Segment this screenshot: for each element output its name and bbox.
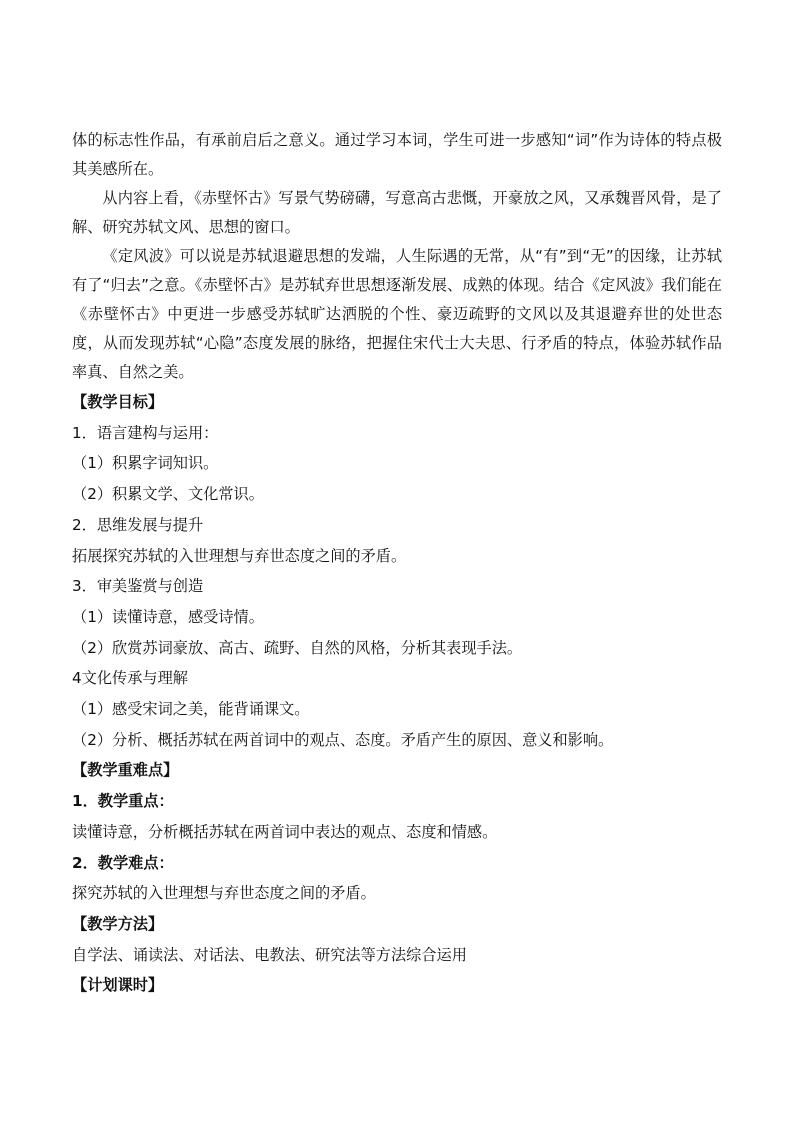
methods-heading: 【教学方法】 (72, 914, 164, 933)
objectives-heading: 【教学目标】 (72, 393, 164, 411)
objective-3-title: 3．审美鉴赏与创造 (72, 577, 204, 596)
intro-paragraph-3: 《定风波》可以说是苏轼退避思想的发端，人生际遇的无常，从“有”到“无”的因缘，让苏轼有了“归去”之意。《赤壁怀古》是苏轼弃世思想逐渐发展、成熟的体现。结合《定风波》我们能在《赤壁怀古》中更进一步感受苏轼旷达洒脱的个性、豪迈疏野的文风以及其退避弃世的处世态度，从而发现苏轼“心隐”态度发展的脉络，把握住宋代士大夫思、行矛盾的特点，体验苏轼作品率真、自然之美。 (72, 247, 722, 381)
methods-text: 自学法、诵读法、对话法、电教法、研究法等方法综合运用 (72, 945, 467, 964)
objective-1-title: 1．语言建构与运用： (72, 423, 219, 442)
objective-2-title: 2．思维发展与提升 (72, 515, 204, 534)
key-points-heading: 【教学重难点】 (72, 761, 179, 780)
difficult-point-title: 2．教学难点： (72, 853, 174, 872)
key-point-text: 读懂诗意，分析概括苏轼在两首词中表达的观点、态度和情感。 (72, 822, 498, 841)
objective-1a: （1）积累字词知识。 (72, 454, 219, 473)
objective-1b: （2）积累文学、文化常识。 (72, 485, 264, 504)
objective-3b: （2）欣赏苏词豪放、高古、疏野、自然的风格，分析其表现手法。 (72, 638, 523, 657)
objective-4b: （2）分析、概括苏轼在两首词中的观点、态度。矛盾产生的原因、意义和影响。 (72, 730, 614, 749)
objective-4-title: 4文化传承与理解 (72, 669, 188, 688)
schedule-heading: 【计划课时】 (72, 976, 164, 995)
document-page (72, 126, 722, 1001)
objective-4a: （1）感受宋词之美，能背诵课文。 (72, 700, 310, 719)
objective-2-text: 拓展探究苏轼的入世理想与弃世态度之间的矛盾。 (72, 546, 407, 565)
intro-paragraph-1: 体的标志性作品，有承前启后之意义。通过学习本词，学生可进一步感知“词”作为诗体的特点极其美感所在。 (72, 131, 722, 178)
difficult-point-text: 探究苏轼的入世理想与弃世态度之间的矛盾。 (72, 884, 376, 903)
intro-paragraph-2: 从内容上看，《赤壁怀古》写景气势磅礴，写意高古悲慨，开豪放之风，又承魏晋风骨，是了解、研究苏轼文风、思想的窗口。 (72, 189, 722, 236)
objective-3a: （1）读懂诗意，感受诗情。 (72, 607, 264, 626)
key-point-title: 1．教学重点： (72, 792, 174, 811)
